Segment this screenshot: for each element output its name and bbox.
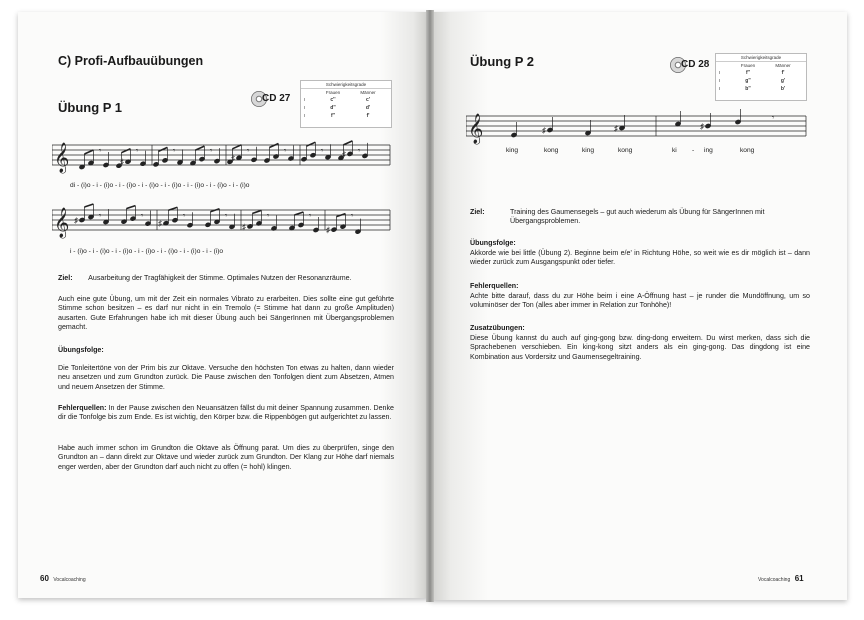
closing-paragraph: Habe auch immer schon im Grundton die Oktave als Öffnung parat. Um dies zu überprüfen, singe den Grundton an – dann direkt zur Oktave und wieder zurück zum Grundton. Der Klang zur Höhe darf niemals enger werden, aber der Grundton darf auch nicht zu offen (= hohl) klingen. [58, 444, 394, 471]
rest-sign: 𝄾 [772, 113, 775, 122]
beam [269, 144, 278, 148]
ziel-text: Training des Gaumensegels – gut auch wiederum als Übung für SängerInnen mit Übergangsproblemen. [510, 208, 765, 226]
rest-sign: 𝄾 [247, 146, 250, 155]
beam [158, 147, 167, 151]
svg-text:𝄞: 𝄞 [54, 143, 70, 173]
beam [84, 150, 93, 154]
cd-label-27: CD 27 [262, 93, 291, 104]
sharp-sign: ♯ [326, 225, 330, 235]
running-title-left: Vocalcoaching [53, 577, 86, 583]
beam [121, 149, 130, 153]
rest-sign: 𝄾 [321, 146, 324, 155]
sharp-sign: ♯ [700, 122, 704, 131]
music-staff-1 [52, 137, 392, 187]
ziel-text: Ausarbeitung der Tragfähigkeit der Stimme. Optimales Nutzen der Resonanzräume. [88, 274, 352, 282]
cd-label-28: CD 28 [681, 59, 710, 70]
sharp-sign: ♯ [74, 216, 78, 225]
beam [195, 146, 204, 150]
fehlerquellen-label: Fehlerquellen: [470, 282, 519, 290]
page-number-61: 61 [794, 574, 804, 583]
fehlerquellen-text: Achte bitte darauf, dass du zur Höhe beim i eine A-Öffnung hast – je runder die Mundöffnung, um so voluminöser der Ton (alles aber immer in Relation zur Tonhöhe)! [470, 292, 810, 310]
fehlerquellen-text: In der Pause zwischen den Neuansätzen fällst du mit deiner Spannung zusammen. Denke dir die Tonfolge bis zum Ende. Es ist wichtig, den Körper bzw. die Rippenbögen gut aufgerichtet zu lassen. [58, 404, 394, 422]
book-spine [426, 10, 434, 602]
rest-sign: 𝄾 [267, 211, 270, 220]
sharp-sign: ♯ [120, 157, 124, 167]
difficulty-row: I f'' f' [304, 113, 370, 119]
left-footer [40, 568, 86, 586]
beam [84, 204, 93, 207]
rest-sign: 𝄾 [136, 146, 139, 155]
beam [252, 210, 261, 213]
rest-sign: 𝄾 [183, 211, 186, 220]
lyric-syllable: king [506, 147, 519, 154]
difficulty-title: Schwierigkeitsgrade [301, 81, 391, 89]
lyric-syllable: kong [618, 147, 633, 154]
lyric-syllable: kong [544, 147, 559, 154]
beam [126, 206, 135, 209]
difficulty-row: I c'' c' [304, 97, 370, 103]
sharp-sign: ♯ [242, 222, 246, 232]
lyric-syllable: kong [740, 147, 755, 154]
col-frauen: Frauen [325, 90, 341, 95]
difficulty-title: Schwierigkeitsgrade [716, 54, 806, 62]
sharp-sign: ♯ [614, 124, 618, 133]
uebungsfolge-label: Übungsfolge: [470, 239, 516, 247]
rest-sign: 𝄾 [99, 146, 102, 155]
zusatz-label: Zusatzübungen: [470, 324, 525, 332]
ziel-block-p2 [470, 208, 810, 227]
lyrics-line-2: i - (i)o - i - (i)o - i - (i)o - i - (i)o - i - (i)o - i - (i)o - i - (i)o [70, 248, 224, 255]
rest-sign: 𝄾 [309, 211, 312, 220]
uebungsfolge-label: Übungsfolge: [58, 346, 104, 354]
sharp-sign: ♯ [342, 149, 346, 159]
sharp-sign: ♯ [158, 219, 162, 229]
lyric-syllable: - [692, 147, 695, 154]
music-staff-2 [52, 202, 392, 252]
lyrics-line-1: di - (i)o - i - (i)o - i - (i)o - i - (i)o - i - (i)o - i - (i)o - i - (i)o - i - (i)o [70, 182, 250, 189]
ziel-block [58, 274, 393, 283]
rest-sign: 𝄾 [173, 146, 176, 155]
right-page [430, 12, 847, 600]
left-page [18, 12, 430, 598]
fehlerquellen-block [58, 404, 394, 423]
beam [306, 142, 315, 146]
section-title: C) Profi-Aufbauübungen [58, 54, 204, 68]
zusatz-text: Diese Übung kannst du auch auf ging-gong bzw. ding-dong erweitern. Du wirst merken, dass sich die Sprachebenen verschieben. Ein king-kong sitzt anders als ein ging-gong. Das dingdong ist eine Kombination aus Vordersitz und Gaumensegeltraining. [470, 334, 810, 361]
intro-paragraph: Auch eine gute Übung, um mit der Zeit ein normales Vibrato zu erarbeiten. Dies sollte eine gut geführte Stimme schon besitzen – es darf nur nicht in ein Tremolo (= Stimme hat dann zu große Amplituden) ausarten. Gute Erfahrungen habe ich mit dieser Übung auch bei SängerInnen mit Übergangsproblemen gemacht. [58, 295, 394, 332]
rest-sign: 𝄾 [99, 211, 102, 220]
rest-sign: 𝄾 [225, 211, 228, 220]
rest-sign: 𝄾 [351, 211, 354, 220]
lyric-syllable: king [582, 147, 595, 154]
beam [232, 145, 241, 149]
difficulty-table-p2 [715, 53, 807, 101]
col-frauen: Frauen [740, 63, 756, 68]
fehlerquellen-label: Fehlerquellen: [58, 404, 107, 412]
right-footer [758, 568, 804, 586]
difficulty-row: I g'' g' [719, 78, 786, 84]
uebungsfolge-text: Akkorde wie bei little (Übung 2). Beginne beim e/e' in Richtung Höhe, so weit wie es dir möglich ist – dann wieder zurück zum Ausgangspunkt oder tiefer. [470, 249, 810, 267]
sharp-sign: ♯ [542, 126, 546, 135]
col-maenner: Männer [775, 63, 791, 68]
rest-sign: 𝄾 [210, 146, 213, 155]
exercise-title-p1: Übung P 1 [58, 100, 123, 115]
exercise-title-p2: Übung P 2 [470, 54, 535, 69]
difficulty-table-p1 [300, 80, 392, 128]
svg-text:𝄞: 𝄞 [54, 208, 70, 238]
ziel-label: Ziel: [470, 208, 485, 216]
rest-sign: 𝄾 [141, 211, 144, 220]
uebungsfolge-text: Die Tonleitertöne von der Prim bis zur Oktave. Versuche den höchsten Ton etwas zu halten, dann wieder neu ansetzen und zum Grundton zurück. Die Pause zwischen den Tonfolgen dient zum Absetzen, Atmen und neuem Ansetzen der Stimme. [58, 364, 394, 391]
difficulty-row: I d'' d' [304, 105, 371, 111]
difficulty-row: I f'' f' [719, 70, 785, 76]
running-title-right: Vocalcoaching [758, 577, 791, 583]
sharp-sign: ♯ [231, 153, 235, 163]
page-number-60: 60 [40, 574, 49, 583]
beam [343, 141, 352, 145]
beam [294, 212, 303, 215]
lyric-syllable: ki [672, 147, 677, 154]
rest-sign: 𝄾 [284, 146, 287, 155]
ziel-label: Ziel: [58, 274, 73, 282]
difficulty-row: I b'' b' [719, 86, 786, 92]
col-maenner: Männer [360, 90, 376, 95]
rest-sign: 𝄾 [358, 146, 361, 155]
svg-text:𝄞: 𝄞 [468, 114, 484, 144]
lyric-syllable: ing [704, 147, 713, 154]
